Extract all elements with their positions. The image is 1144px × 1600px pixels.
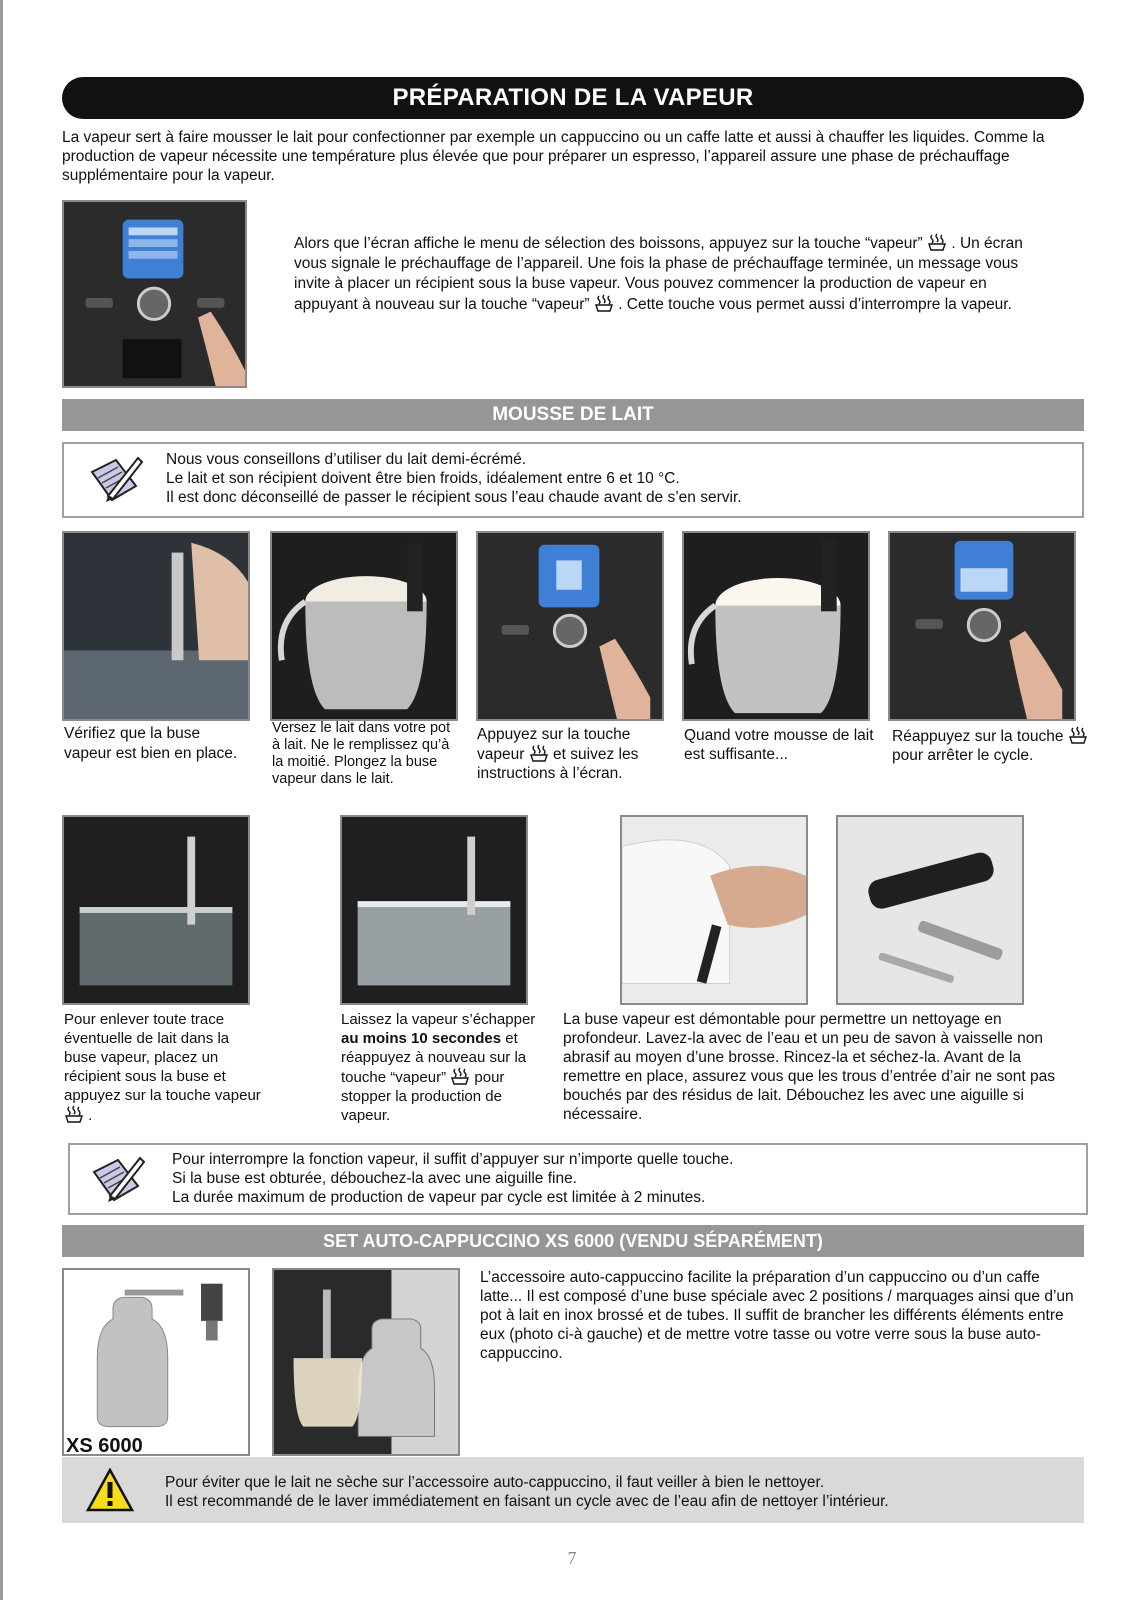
note-line: Le lait et son récipient doivent être bien froids, idéalement entre 6 et 10 °C.: [166, 470, 680, 487]
warning-icon: [86, 1468, 134, 1512]
steam-icon: [64, 1105, 84, 1123]
page-number: 7: [567, 1548, 577, 1568]
note-interrupt-text: [172, 1150, 1072, 1207]
photo-control-panel: [62, 200, 247, 388]
photo-accessory-kit: [62, 1268, 250, 1456]
note-milk-text: [166, 450, 1066, 507]
photo-clean-3: [620, 815, 808, 1005]
photo-step-3: [476, 531, 664, 721]
section-title-set: SET AUTO-CAPPUCCINO XS 6000 (VENDU SÉPARÉMENT): [62, 1225, 1084, 1257]
steam-icon: [450, 1067, 470, 1085]
vapeur-text-3: . Cette touche vous permet aussi d’interrompre la vapeur.: [618, 296, 1012, 313]
caption-clean-2-bold: au moins 10 secondes: [341, 1030, 502, 1047]
model-label: XS 6000: [66, 1435, 143, 1457]
steam-icon: [927, 233, 947, 251]
note-line: Nous vous conseillons d’utiliser du lait demi-écrémé.: [166, 451, 527, 468]
caption-step-5-b: pour arrêter le cycle.: [892, 747, 1034, 764]
photo-clean-4: [836, 815, 1024, 1005]
caption-clean-2-a: Laissez la vapeur s’échapper: [341, 1011, 536, 1028]
note-line: La durée maximum de production de vapeur par cycle est limitée à 2 minutes.: [172, 1189, 706, 1206]
note-line: Il est donc déconseillé de passer le récipient sous l’eau chaude avant de s’en servir.: [166, 489, 742, 506]
photo-step-5: [888, 531, 1076, 721]
warning-line: Il est recommandé de le laver immédiatement en faisant un cycle avec de l’eau afin de nettoyer l’intérieur.: [165, 1493, 889, 1510]
note-line: Pour interrompre la fonction vapeur, il suffit d’appuyer sur n’importe quelle touche.: [172, 1151, 734, 1168]
caption-step-5: [892, 726, 1092, 765]
set-description: L’accessoire auto-cappuccino facilite la préparation d’un cappuccino ou d’un caffe latte... Il est composé d’une buse spéciale avec 2 positions / marquages ainsi que d’un pot à lait en inox brossé et de tubes. Il suffit de brancher les différents éléments entre eux (photo ci-à gauche) et de mettre votre tasse ou votre verre sous la buse auto-cappuccino.: [480, 1269, 1074, 1362]
caption-step-2: Versez le lait dans votre pot à lait. Ne le remplissez qu’à la moitié. Plongez la buse vapeur dans le lait.: [272, 720, 451, 787]
caption-step-3: [477, 725, 677, 783]
note-pen-icon: [88, 1152, 148, 1206]
caption-step-1: Vérifiez que la buse vapeur est bien en place.: [64, 725, 238, 762]
caption-clean-2: [341, 1010, 551, 1125]
vapeur-text-1: Alors que l’écran affiche le menu de sélection des boissons, appuyez sur la touche “vapeur”: [294, 235, 923, 252]
caption-step-5-a: Réappuyez sur la touche: [892, 728, 1064, 745]
steam-icon: [594, 294, 614, 312]
caption-clean-1-text: Pour enlever toute trace éventuelle de lait dans la buse vapeur, placez un récipient sous la buse et appuyez sur la touche vapeur: [64, 1011, 261, 1104]
photo-clean-2: [340, 815, 528, 1005]
section-title-mousse: MOUSSE DE LAIT: [62, 399, 1084, 431]
caption-step-3-a: Appuyez sur la touche vapeur: [477, 726, 631, 763]
photo-step-4: [682, 531, 870, 721]
section-title-vapeur: PRÉPARATION DE LA VAPEUR: [62, 77, 1084, 119]
caption-clean-3: La buse vapeur est démontable pour permettre un nettoyage en profondeur. Lavez-la avec de l’eau et un peu de savon à vaisselle non abrasif au moyen d’une brosse. Rincez-la et séchez-la. Avant de la remettre en place, assurez vous que les trous d’entrée d’air ne sont pas bouchés par des résidus de lait. Débouchez les avec une aiguille si nécessaire.: [563, 1011, 1055, 1123]
photo-step-2: [270, 531, 458, 721]
warning-line: Pour éviter que le lait ne sèche sur l’accessoire auto-cappuccino, il faut veiller à bien le nettoyer.: [165, 1474, 825, 1491]
caption-clean-2-b: et réappuyez à nouveau sur la touche “vapeur”: [341, 1030, 527, 1086]
note-line: Si la buse est obturée, débouchez-la avec une aiguille fine.: [172, 1170, 577, 1187]
warning-text: [165, 1473, 1065, 1511]
caption-clean-1-end: .: [88, 1107, 93, 1124]
photo-step-1: [62, 531, 250, 721]
page-left-rule: [0, 0, 3, 1600]
photo-accessory-use: [272, 1268, 460, 1456]
note-pen-icon: [86, 452, 146, 506]
caption-clean-1: [64, 1010, 264, 1125]
caption-step-3-b: et suivez les instructions à l’écran.: [477, 746, 639, 782]
vapeur-text-2: . Un écran vous signale le préchauffage de l’appareil. Une fois la phase de préchauffage terminée, un message vous invite à placer un récipient sous la buse vapeur. Vous pouvez commencer la production de vapeur en appuyant à nouveau sur la touche “vapeur”: [294, 235, 1023, 313]
vapeur-instructions: [294, 233, 1054, 315]
caption-step-4: Quand votre mousse de lait est suffisante...: [684, 727, 874, 763]
photo-clean-1: [62, 815, 250, 1005]
steam-icon: [1068, 726, 1088, 744]
steam-icon: [529, 744, 549, 762]
intro-paragraph: La vapeur sert à faire mousser le lait pour confectionner par exemple un cappuccino ou un caffe latte et aussi à chauffer les liquides. Comme la production de vapeur nécessite une température plus élevée que pour préparer un espresso, l’appareil assure une phase de préchauffage supplémentaire pour la vapeur.: [62, 129, 1045, 184]
caption-clean-2-c: pour stopper la production de vapeur.: [341, 1069, 505, 1124]
